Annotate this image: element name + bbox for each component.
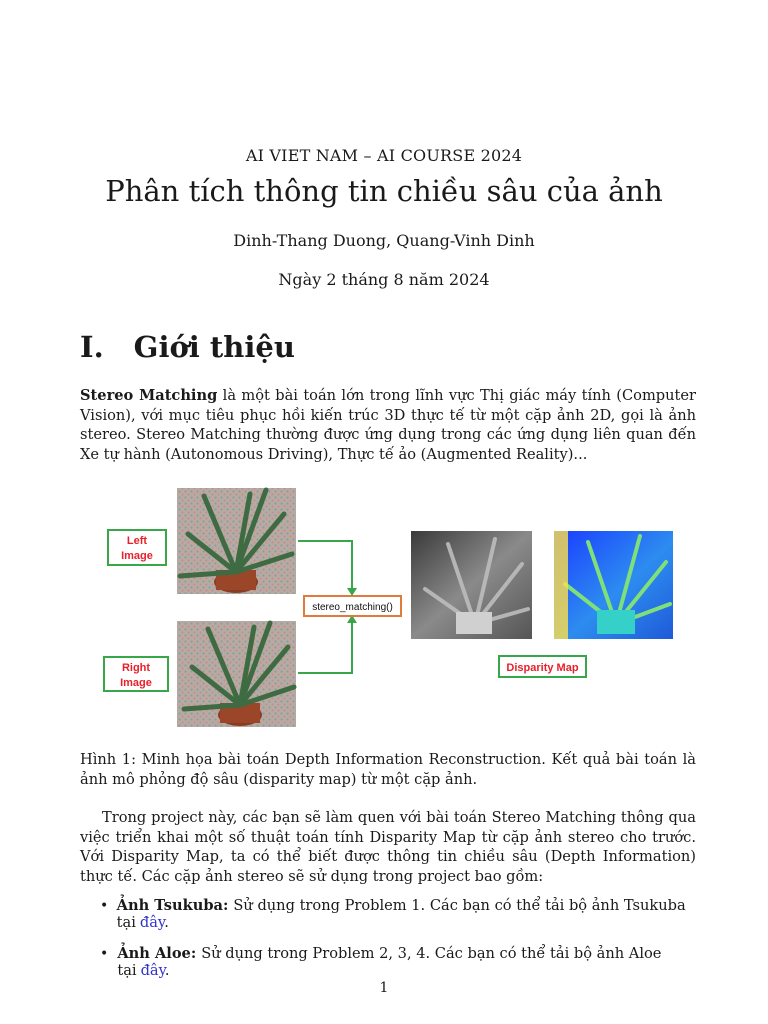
right-image-photo xyxy=(177,621,296,727)
list-item-end: . xyxy=(164,914,169,931)
arrow-head-down-icon xyxy=(347,588,357,596)
list-item-end: . xyxy=(164,962,170,979)
figure-caption: Hình 1: Minh họa bài toán Depth Information Reconstruction. Kết quả bài toán là ảnh mô phỏng độ sâu (disparity map) từ một cặp ảnh. xyxy=(80,751,696,788)
section-heading xyxy=(80,330,295,364)
color-disparity-map xyxy=(554,531,673,639)
list-item-text: Sử dụng trong Problem 1. Các bạn có thể tải bộ ảnh Tsukuba tại xyxy=(116,897,686,931)
function-label: stereo_matching() xyxy=(312,602,393,613)
gray-disparity-map xyxy=(411,531,532,639)
list-item-title: Ảnh Aloe: xyxy=(117,945,197,962)
download-link-aloe[interactable]: đây xyxy=(140,962,165,979)
section-title: Giới thiệu xyxy=(133,330,295,364)
list-item xyxy=(100,897,696,931)
publish-date: Ngày 2 tháng 8 năm 2024 xyxy=(278,270,490,289)
page-number: 1 xyxy=(379,980,389,996)
bullet-icon: • xyxy=(100,946,109,962)
stereo-figure xyxy=(100,484,700,732)
download-link-tsukuba[interactable]: đây xyxy=(139,914,165,931)
list-item-text: Sử dụng trong Problem 2, 3, 4. Các bạn có thể tải bộ ảnh Aloe tại xyxy=(117,945,662,979)
intro-text: là một bài toán lớn trong lĩnh vực Thị giác máy tính (Computer Vision), với mục tiêu phục hồi kiến trúc 3D thực tế từ một cặp ảnh 2D, gọi là ảnh stereo. Stereo Matching thường được ứng dụng trong các ứng dụng liên quan đến Xe tự hành (Autonomous Driving), Thực tế ảo (Augmented Reality)... xyxy=(80,387,697,463)
intro-paragraph xyxy=(80,386,696,464)
authors: Dinh-Thang Duong, Quang-Vinh Dinh xyxy=(233,231,535,250)
right-image-label-line2: Image xyxy=(120,677,152,689)
body-paragraph: Trong project này, các bạn sẽ làm quen với bài toán Stereo Matching thông qua việc triển khai một số thuật toán tính Disparity Map từ cặp ảnh stereo cho trước. Với Disparity Map, ta có thể biết được thông tin chiều sâu (Depth Information) thực tế. Các cặp ảnh stereo sẽ sử dụng trong project bao gồm: xyxy=(80,809,696,885)
disparity-map-label: Disparity Map xyxy=(506,662,579,674)
document-title: Phân tích thông tin chiều sâu của ảnh xyxy=(105,174,663,208)
dataset-list xyxy=(100,897,696,993)
left-image-label-line2: Image xyxy=(121,550,153,562)
figure-graphic xyxy=(100,484,700,732)
left-image-photo xyxy=(177,488,296,594)
intro-term: Stereo Matching xyxy=(80,387,218,404)
section-number: I. xyxy=(80,330,104,364)
right-image-label-line1: Right xyxy=(121,662,151,674)
list-item xyxy=(100,945,696,979)
bullet-icon: • xyxy=(100,898,109,914)
course-name: AI VIET NAM – AI COURSE 2024 xyxy=(245,146,523,165)
left-image-label-line1: Left xyxy=(126,535,148,547)
list-item-title: Ảnh Tsukuba: xyxy=(116,897,229,914)
